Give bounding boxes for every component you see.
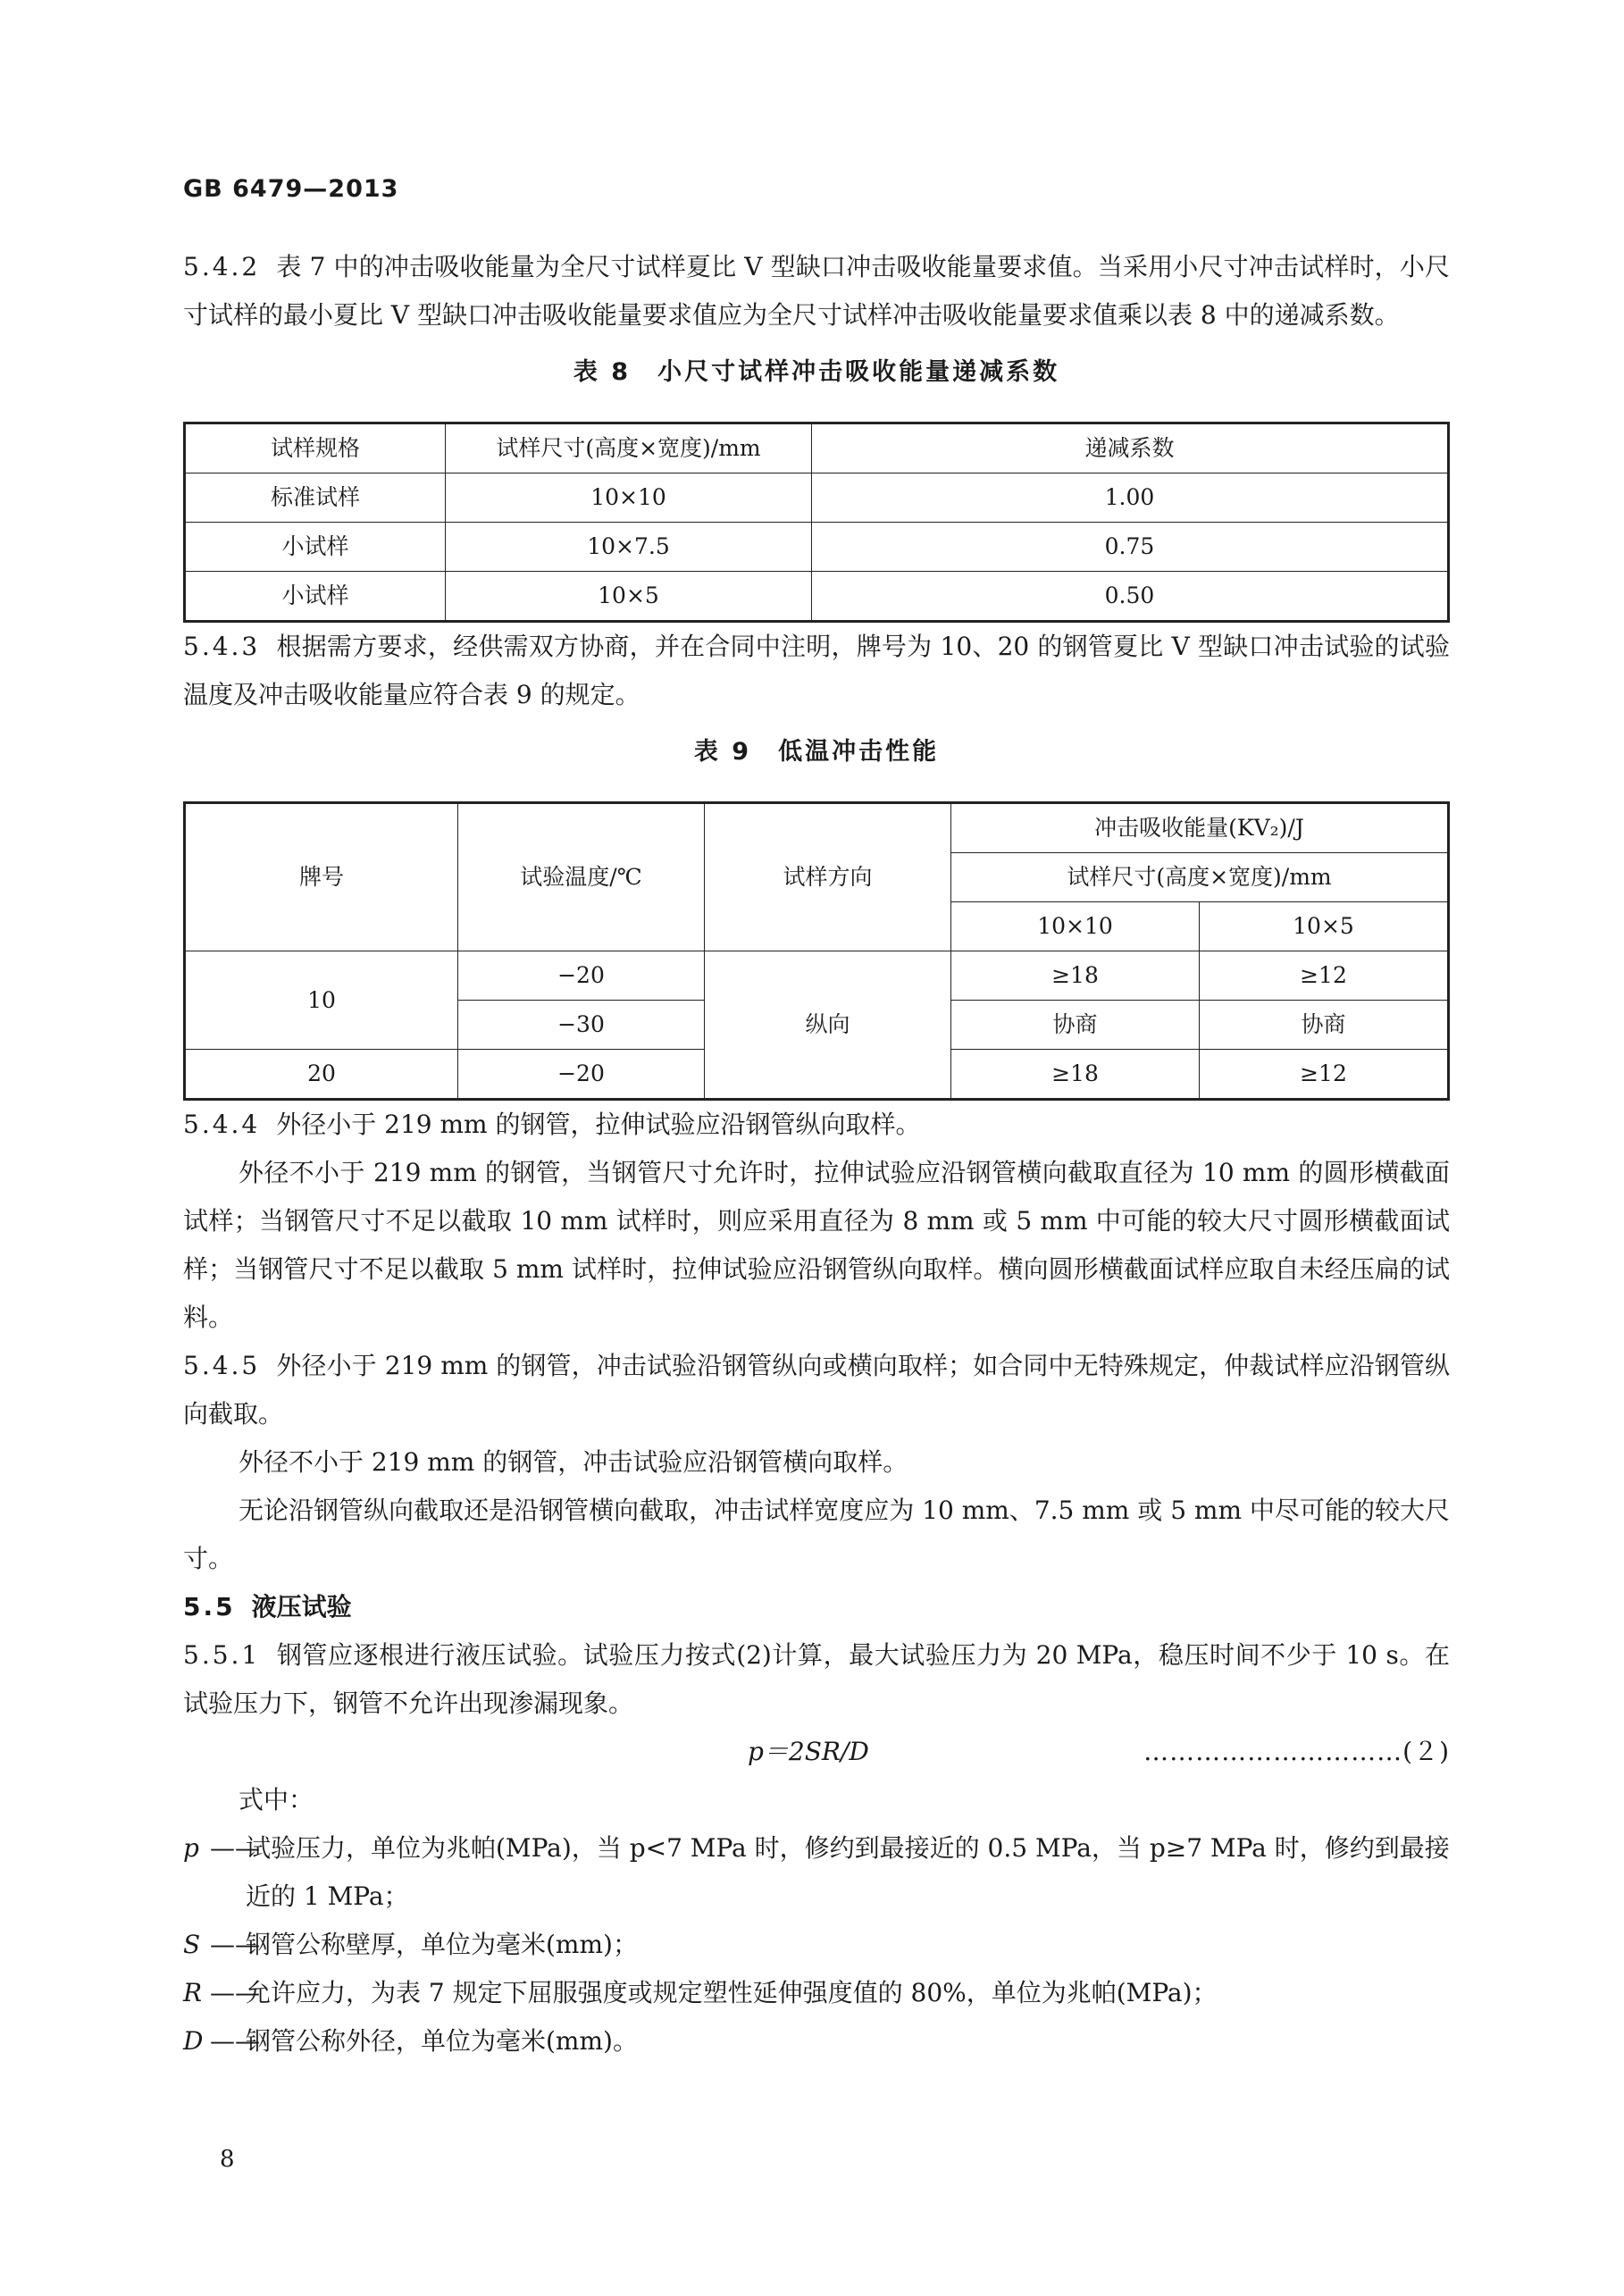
table-cell: 0.75	[812, 523, 1449, 572]
clause-text: 表 7 中的冲击吸收能量为全尺寸试样夏比 V 型缺口冲击吸收能量要求值。当采用小尺寸冲击试样时，小尺寸试样的最小夏比 V 型缺口冲击吸收能量要求值应为全尺寸试样冲击吸收能量要求值乘以表 8 中的递减系数。	[183, 252, 1450, 330]
table-cell: 0.50	[812, 572, 1449, 622]
table-8	[183, 422, 1450, 623]
header-cell-size-10x10: 10×10	[951, 902, 1200, 951]
header-cell-size-10x5: 10×5	[1200, 902, 1449, 951]
table-9-caption: 表 9 低温冲击性能	[693, 738, 940, 766]
clause-number: 5.4.5	[183, 1351, 261, 1380]
table-cell: 10×10	[446, 473, 812, 523]
table-cell: 标准试样	[185, 473, 446, 523]
definition-symbol: S	[183, 1930, 201, 1959]
table-9	[183, 801, 1450, 1101]
clause-number: 5.4.4	[183, 1110, 261, 1139]
table-row	[185, 523, 1449, 572]
definition-symbol: D	[183, 2026, 204, 2056]
clause-5-4-2	[183, 243, 1450, 339]
definition-p	[183, 1824, 1450, 1921]
table-cell: 小试样	[185, 523, 446, 572]
clause-paragraph: 外径不小于 219 mm 的钢管，冲击试验应沿钢管横向取样。	[239, 1447, 908, 1477]
definition-text: 钢管公称壁厚，单位为毫米(mm)；	[246, 1930, 638, 1959]
table-cell-grade: 10	[185, 951, 458, 1050]
header-cell: 试样尺寸(高度×宽度)/mm	[446, 423, 812, 473]
table-cell: 1.00	[812, 473, 1449, 523]
definition-d	[183, 2017, 1450, 2066]
section-5-5-heading	[183, 1583, 1450, 1631]
definition-text: 试验压力，单位为兆帕(MPa)，当 p<7 MPa 时，修约到最接近的 0.5 MPa，当 p≥7 MPa 时，修约到最接近的 1 MPa；	[246, 1833, 1450, 1911]
table-cell: 10×5	[446, 572, 812, 622]
table-cell: 10×7.5	[446, 523, 812, 572]
header-cell-grade: 牌号	[185, 803, 458, 951]
table-cell: −20	[458, 1050, 705, 1100]
table-cell: 协商	[1200, 1001, 1449, 1050]
table-8-caption: 表 8 小尺寸试样冲击吸收能量递减系数	[573, 358, 1060, 386]
definition-text: 允许应力，为表 7 规定下屈服强度或规定塑性延伸强度值的 80%，单位为兆帕(MPa)；	[246, 1978, 1218, 2007]
clause-text: 外径小于 219 mm 的钢管，拉伸试验应沿钢管纵向取样。	[276, 1110, 921, 1139]
table-cell: ≥12	[1200, 951, 1449, 1001]
table-cell-grade: 20	[185, 1050, 458, 1100]
header-cell-direction: 试样方向	[705, 803, 951, 951]
table-cell: ≥18	[951, 1050, 1200, 1100]
header-cell: 试样规格	[185, 423, 446, 473]
definition-symbol: p	[183, 1833, 199, 1863]
header-cell-temperature: 试验温度/℃	[458, 803, 705, 951]
formula-line	[183, 1728, 1450, 1776]
clause-paragraph: 外径不小于 219 mm 的钢管，当钢管尺寸允许时，拉伸试验应沿钢管横向截取直径为 10 mm 的圆形横截面试样；当钢管尺寸不足以截取 10 mm 试样时，则应采用直径为 8 mm 或 5 mm 中可能的较大尺寸圆形横截面试样；当钢管尺寸不足以截取 5 mm 试样时，拉伸试验应沿钢管纵向取样。横向圆形横截面试样应取自未经压扁的试料。	[183, 1158, 1450, 1332]
clause-text: 外径小于 219 mm 的钢管，冲击试验沿钢管纵向或横向取样；如合同中无特殊规定，仲裁试样应沿钢管纵向截取。	[183, 1351, 1450, 1429]
page-number: 8	[220, 2146, 235, 2173]
table-cell: −20	[458, 951, 705, 1001]
definition-dash: ——	[210, 1833, 260, 1863]
table-row	[185, 473, 1449, 523]
section-title: 液压试验	[251, 1592, 352, 1621]
table-row	[185, 572, 1449, 622]
definition-s	[183, 1921, 1450, 1969]
definition-dash: ——	[210, 1930, 260, 1959]
clause-number: 5.4.2	[183, 252, 261, 281]
table-header-row	[185, 423, 1449, 473]
clause-5-4-5	[183, 1342, 1450, 1438]
table-cell: 小试样	[185, 572, 446, 622]
document-code-header: GB 6479—2013	[183, 175, 399, 203]
table-cell: −30	[458, 1001, 705, 1050]
clause-5-4-4	[183, 1101, 1450, 1149]
clause-5-5-1	[183, 1631, 1450, 1728]
clause-paragraph: 无论沿钢管纵向截取还是沿钢管横向截取，冲击试样宽度应为 10 mm、7.5 mm 或 5 mm 中尽可能的较大尺寸。	[183, 1496, 1450, 1573]
definition-symbol: R	[183, 1978, 203, 2007]
definition-text: 钢管公称外径，单位为毫米(mm)。	[246, 2026, 638, 2056]
table-cell: ≥12	[1200, 1050, 1449, 1100]
clause-5-4-3	[183, 623, 1450, 719]
clause-number: 5.4.3	[183, 632, 261, 661]
table-cell-direction: 纵向	[705, 951, 951, 1100]
table-row	[185, 951, 1449, 1001]
clause-text: 钢管应逐根进行液压试验。试验压力按式(2)计算，最大试验压力为 20 MPa，稳压时间不少于 10 s。在试验压力下，钢管不允许出现渗漏现象。	[183, 1640, 1450, 1718]
formula-expression: p＝2SR/D	[748, 1737, 869, 1766]
header-cell: 递减系数	[812, 423, 1449, 473]
header-cell-impact-energy: 冲击吸收能量(KV₂)/J	[951, 803, 1449, 853]
header-cell-specimen-size: 试样尺寸(高度×宽度)/mm	[951, 853, 1449, 902]
formula-number: …………………………(２)	[1143, 1737, 1450, 1766]
definition-dash: ——	[210, 1978, 260, 2007]
where-label: 式中：	[239, 1785, 314, 1814]
section-number: 5.5	[183, 1592, 236, 1621]
definition-r	[183, 1969, 1450, 2017]
clause-text: 根据需方要求，经供需双方协商，并在合同中注明，牌号为 10、20 的钢管夏比 V 型缺口冲击试验的试验温度及冲击吸收能量应符合表 9 的规定。	[183, 632, 1450, 709]
definition-dash: ——	[210, 2026, 260, 2056]
page-content	[183, 243, 1450, 2066]
table-cell: ≥18	[951, 951, 1200, 1001]
table-cell: 协商	[951, 1001, 1200, 1050]
clause-number: 5.5.1	[183, 1640, 261, 1670]
